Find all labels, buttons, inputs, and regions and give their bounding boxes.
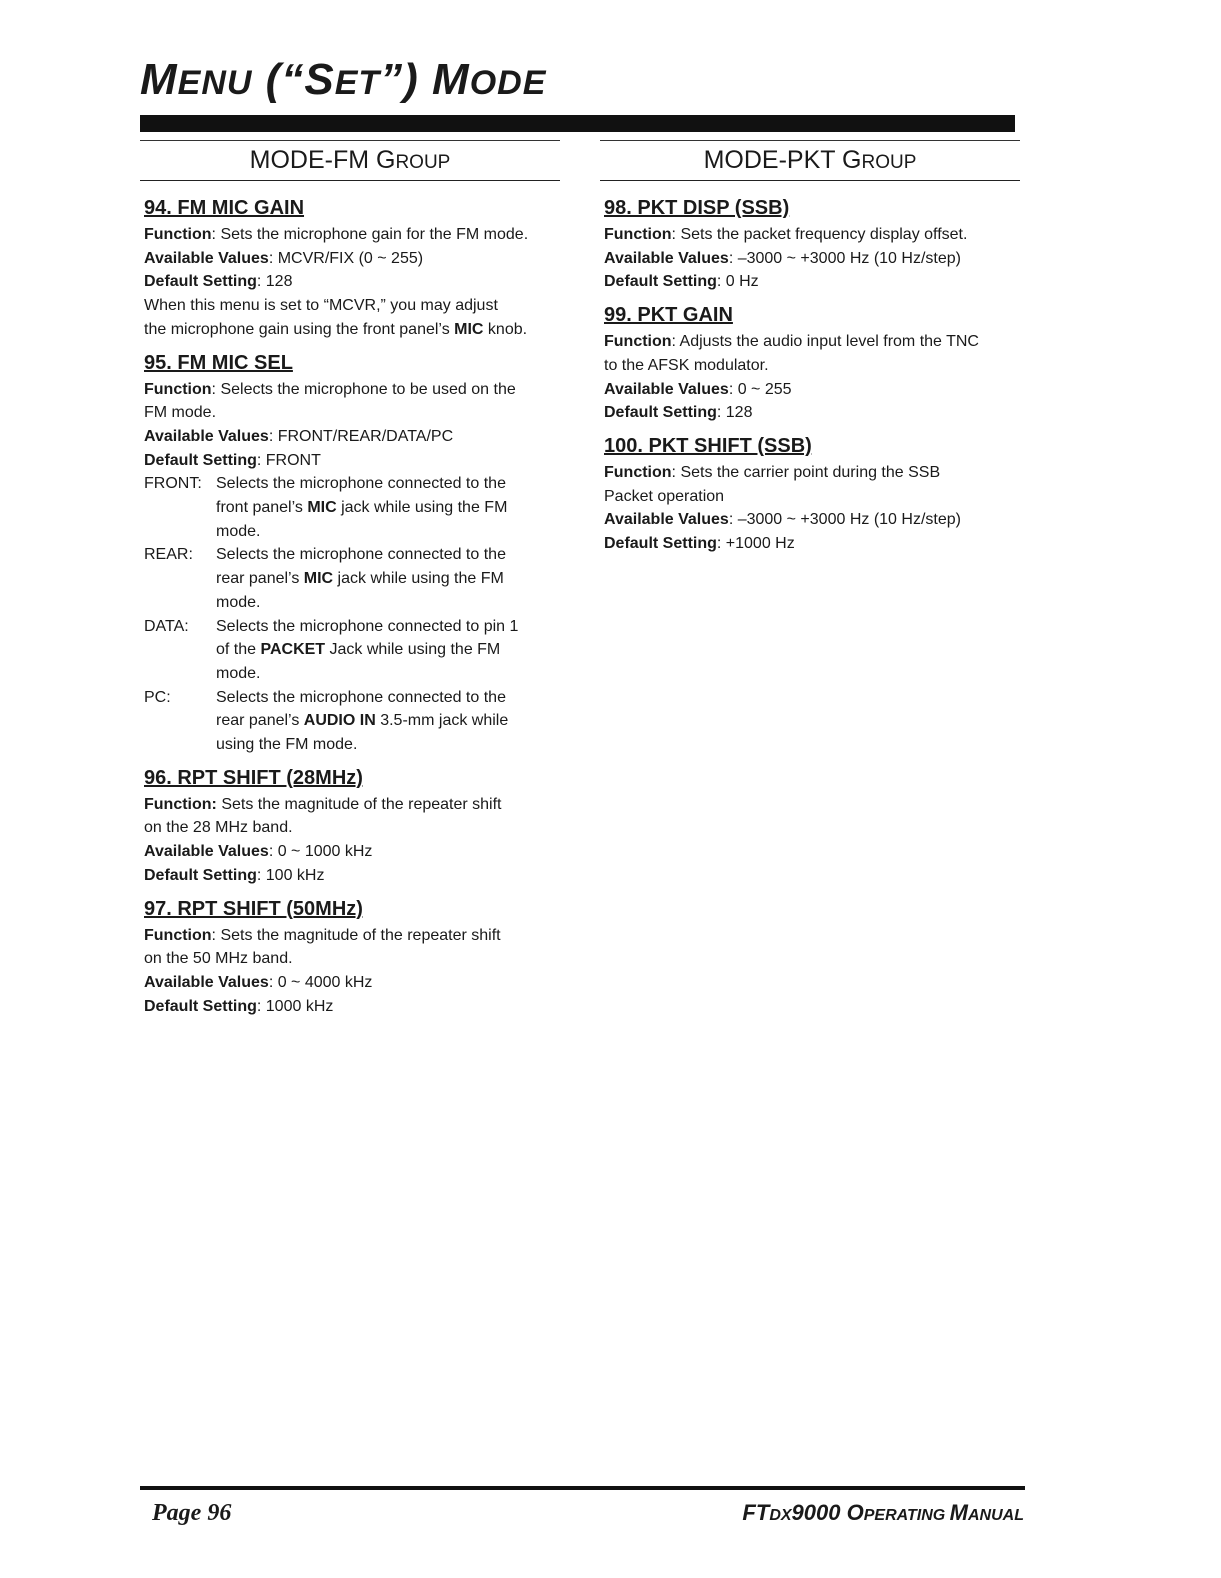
option-pc (144, 686, 560, 757)
title-cap: S (304, 55, 335, 104)
values-line (144, 247, 560, 271)
text: : –3000 ~ +3000 Hz (10 Hz/step) (728, 249, 961, 267)
item-title: 94. FM MIC GAIN (144, 197, 305, 219)
mode-fm-group (140, 140, 560, 1026)
text: Sets the magnitude of the repeater shift (216, 795, 502, 813)
option-key: REAR: (144, 546, 193, 564)
values-line (604, 378, 1020, 402)
label: Default Setting (604, 273, 717, 291)
group-heading-sc: ROUP (861, 152, 917, 173)
text: the microphone gain using the front panel’s (144, 320, 455, 338)
label: Function (144, 926, 212, 944)
title-sc: ENU (177, 64, 253, 102)
values-line (144, 840, 560, 864)
function-line (144, 378, 560, 402)
desc-line (216, 567, 560, 591)
text: knob. (483, 320, 528, 338)
text: : 0 ~ 4000 kHz (268, 973, 373, 991)
text: PERATING (863, 1507, 950, 1524)
item-title: 96. RPT SHIFT (28MHz) (144, 766, 363, 789)
text: : Adjusts the audio input level from the TNC (671, 333, 979, 351)
label: Function (604, 226, 672, 243)
group-heading-cap: G (376, 146, 396, 174)
text: : FRONT/REAR/DATA/PC (268, 427, 454, 445)
default-line (144, 449, 560, 473)
bold-text: AUDIO IN (303, 712, 376, 730)
function-line: FM mode. (144, 404, 217, 422)
menu-item-96 (140, 765, 560, 888)
title-rule (140, 115, 1015, 132)
function-line (604, 223, 1020, 247)
menu-item-99 (600, 302, 1020, 425)
item-title: 97. RPT SHIFT (50MHz) (144, 897, 363, 920)
note-line (144, 318, 560, 342)
text: DX (769, 1507, 792, 1524)
manual-name (742, 1500, 1024, 1526)
text: : +1000 Hz (716, 535, 795, 553)
group-heading (140, 140, 560, 181)
title-cap: M (140, 55, 178, 104)
desc-line: Selects the microphone connected to pin 1 (216, 617, 519, 635)
label: Default Setting (144, 997, 257, 1015)
text: jack while using the FM (336, 499, 508, 517)
mode-pkt-group (600, 140, 1020, 564)
bold-text: MIC (454, 320, 484, 338)
page-title (140, 55, 547, 104)
label: Function (604, 333, 672, 351)
default-line (604, 532, 1020, 556)
menu-item-95 (140, 350, 560, 757)
option-desc (216, 615, 560, 686)
title-sc: ODE (469, 64, 547, 102)
option-front (144, 472, 560, 543)
function-line: to the AFSK modulator. (604, 356, 769, 374)
desc-line (216, 496, 560, 520)
text: ANUAL (968, 1507, 1024, 1524)
function-line: on the 50 MHz band. (144, 950, 293, 968)
function-line (604, 461, 1020, 485)
label: Available Values (604, 511, 729, 529)
desc-line: mode. (216, 664, 261, 682)
group-heading-main: MODE-PKT (703, 146, 843, 174)
values-line (604, 508, 1020, 532)
text: : 100 kHz (256, 866, 325, 884)
group-heading-sc: ROUP (395, 152, 451, 173)
group-heading (600, 140, 1020, 181)
text: M (949, 1500, 968, 1525)
text: : 0 Hz (716, 273, 759, 291)
function-line (144, 793, 560, 817)
default-line (604, 401, 1020, 425)
item-title: 99. PKT GAIN (604, 304, 733, 327)
desc-line (216, 709, 560, 733)
label: Available Values (604, 380, 729, 398)
menu-item-98 (600, 195, 1020, 294)
default-line (604, 270, 1020, 294)
label: Available Values (144, 973, 269, 991)
item-title: 100. PKT SHIFT (SSB) (604, 434, 812, 457)
bold-text: PACKET (260, 641, 326, 659)
menu-item-100 (600, 433, 1020, 556)
label: Available Values (144, 843, 269, 861)
title-sc: ET (334, 64, 381, 102)
option-desc (216, 686, 560, 757)
text: : Selects the microphone to be used on the (211, 380, 516, 398)
text: : 0 ~ 255 (728, 380, 792, 398)
text: 3.5-mm jack while (375, 712, 509, 730)
text: Jack while using the FM (325, 641, 501, 659)
text: : FRONT (256, 451, 321, 469)
text: : MCVR/FIX (0 ~ 255) (268, 249, 424, 267)
menu-item-94 (140, 195, 560, 342)
desc-line: Selects the microphone connected to the (216, 688, 506, 706)
label: Default Setting (604, 404, 717, 422)
text: : Sets the carrier point during the SSB (671, 463, 941, 481)
label: Available Values (144, 249, 269, 267)
desc-line: Selects the microphone connected to the (216, 546, 506, 564)
values-line (144, 425, 560, 449)
text: FT (742, 1500, 770, 1525)
text: : 128 (716, 404, 753, 422)
function-line: on the 28 MHz band. (144, 819, 293, 837)
desc-line (216, 638, 560, 662)
desc-line: using the FM mode. (216, 736, 358, 754)
option-key: FRONT: (144, 475, 202, 493)
group-heading-cap: G (842, 146, 862, 174)
text: : 128 (256, 273, 293, 291)
text: : –3000 ~ +3000 Hz (10 Hz/step) (728, 511, 961, 529)
text: : Sets the packet frequency display offset. (671, 226, 968, 243)
label: Available Values (144, 427, 269, 445)
desc-line: Selects the microphone connected to the (216, 475, 506, 493)
note-line: When this menu is set to “MCVR,” you may adjust (144, 297, 498, 315)
option-desc (216, 472, 560, 543)
values-line (144, 971, 560, 995)
text: jack while using the FM (333, 570, 504, 588)
label: Default Setting (144, 273, 257, 291)
menu-item-97 (140, 896, 560, 1019)
title-punct: (“ (252, 55, 305, 104)
option-desc (216, 543, 560, 614)
group-heading-main: MODE-FM (249, 146, 376, 174)
function-line: Packet operation (604, 487, 725, 505)
label: Function (144, 226, 212, 243)
item-title: 98. PKT DISP (SSB) (604, 197, 790, 219)
text: front panel’s (216, 499, 308, 517)
item-title: 95. FM MIC SEL (144, 351, 293, 374)
function-line (604, 330, 1020, 354)
option-key: PC: (144, 688, 171, 706)
title-punct: ”) (380, 55, 433, 104)
text: : 0 ~ 1000 kHz (268, 843, 373, 861)
text: O (846, 1500, 864, 1525)
label: Default Setting (144, 451, 257, 469)
title-cap: M (432, 55, 470, 104)
label: Default Setting (144, 866, 257, 884)
text: rear panel’s (216, 570, 304, 588)
text: : Sets the microphone gain for the FM mode. (211, 226, 529, 243)
label: Function (144, 380, 212, 398)
default-line (144, 864, 560, 888)
footer-rule (140, 1486, 1025, 1490)
page-number: Page 96 (152, 1500, 232, 1526)
function-line (144, 924, 560, 948)
bold-text: MIC (307, 499, 337, 517)
option-rear (144, 543, 560, 614)
label: Default Setting (604, 535, 717, 553)
option-data (144, 615, 560, 686)
text: of the (216, 641, 261, 659)
text: rear panel’s (216, 712, 304, 730)
default-line (144, 995, 560, 1019)
desc-line: mode. (216, 522, 261, 540)
values-line (604, 247, 1020, 271)
label: Function (604, 463, 672, 481)
desc-line: mode. (216, 593, 261, 611)
option-key: DATA: (144, 617, 189, 635)
text: : Sets the magnitude of the repeater shift (211, 926, 501, 944)
text: 9000 (791, 1500, 847, 1525)
function-line (144, 223, 560, 247)
default-line (144, 270, 560, 294)
text: : 1000 kHz (256, 997, 334, 1015)
bold-text: MIC (303, 570, 334, 588)
label: Function: (144, 795, 217, 813)
label: Available Values (604, 249, 729, 267)
